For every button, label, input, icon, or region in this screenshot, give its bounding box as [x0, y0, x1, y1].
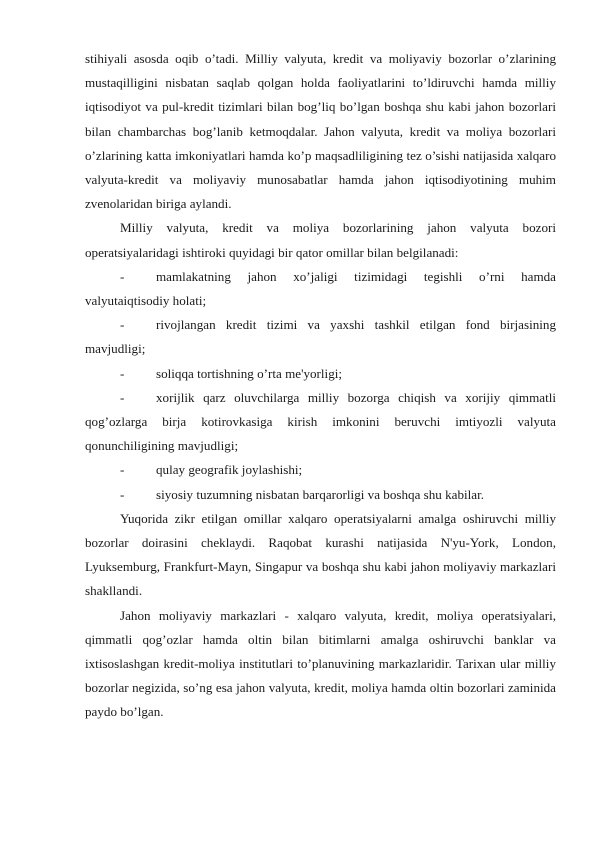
list-item	[85, 483, 556, 507]
list-item-text: soliqqa tortishning o’rta me'yorligi;	[156, 365, 343, 381]
paragraph-factors-intro: Milliy valyuta, kredit va moliya bozorlarining jahon valyuta bozori operatsiyalaridagi ishtiroki quyidagi bir qator omillar bilan belgilanadi:	[85, 220, 556, 260]
list-item	[85, 386, 556, 459]
paragraph-continuation: stihiyali asosda oqib o’tadi. Milliy valyuta, kredit va moliyaviy bozorlar o’zlarining mustaqilligini nisbatan saqlab qolgan holda faoliyatlarini to’ldiruvchi hamda milliy iqtisodiyot va pul-kredit tizimlari bilan bog’liq bo’lgan boshqa shu kabi jahon bozorlari bilan chambarchas bog’lanib ketmoqdalar. Jahon valyuta, kredit va moliya bozorlari o’zlarining katta imkoniyatlari hamda ko’p maqsadliligining tez o’sishi natijasida xalqaro valyuta-kredit va moliyaviy munosabatlar hamda jahon iqtisodiyotining muhim zvenolaridan biriga aylandi.	[85, 51, 556, 212]
list-item-text: siyosiy tuzumning nisbatan barqarorligi va boshqa shu kabilar.	[156, 486, 485, 502]
list-dash: -	[120, 365, 125, 381]
list-item-text: mamlakatning jahon xo’jaligi tizimidagi tegishli o’rni hamda valyutaiqtisodiy holati;	[85, 268, 556, 309]
list-item-text: qulay geografik joylashishi;	[156, 462, 303, 478]
list-item-text: rivojlangan kredit tizimi va yaxshi tashkil etilgan fond birjasining mavjudligi;	[85, 317, 556, 357]
list-item	[85, 458, 556, 482]
list-item-text: xorijlik qarz oluvchilarga milliy bozorga chiqish va xorijiy qimmatli qog’ozlarga birja kotirovkasiga kirish imkonini beruvchi imtiyozli valyuta qonunchiligining mavjudligi;	[85, 389, 556, 454]
list-dash: -	[120, 317, 125, 333]
list-item	[85, 313, 556, 361]
list-dash: -	[120, 486, 125, 502]
paragraph-definition: Jahon moliyaviy markazlari - xalqaro valyuta, kredit, moliya operatsiyalari, qimmatli qog’ozlar hamda oltin bilan bitimlarni amalga oshiruvchi banklar va ixtisoslashgan kredit-moliya institutlari to’planuvining markazlaridir. Tarixan ular milliy bozorlar negizida, so’ng esa jahon valyuta, kredit, moliya hamda oltin bozorlari zaminida paydo bo’lgan.	[85, 607, 556, 720]
list-item	[85, 362, 556, 386]
list-dash: -	[120, 389, 125, 405]
paragraph-financial-centers: Yuqorida zikr etilgan omillar xalqaro operatsiyalarni amalga oshiruvchi milliy bozorlar doirasini cheklaydi. Raqobat kurashi natijasida N'yu-York, London, Lyuksemburg, Frankfurt-Mayn, Singapur va boshqa shu kabi jahon moliyaviy markazlari shakllandi.	[85, 510, 556, 599]
list-item	[85, 265, 556, 313]
list-dash: -	[120, 462, 125, 478]
list-dash: -	[120, 268, 125, 284]
page-body	[85, 47, 556, 725]
